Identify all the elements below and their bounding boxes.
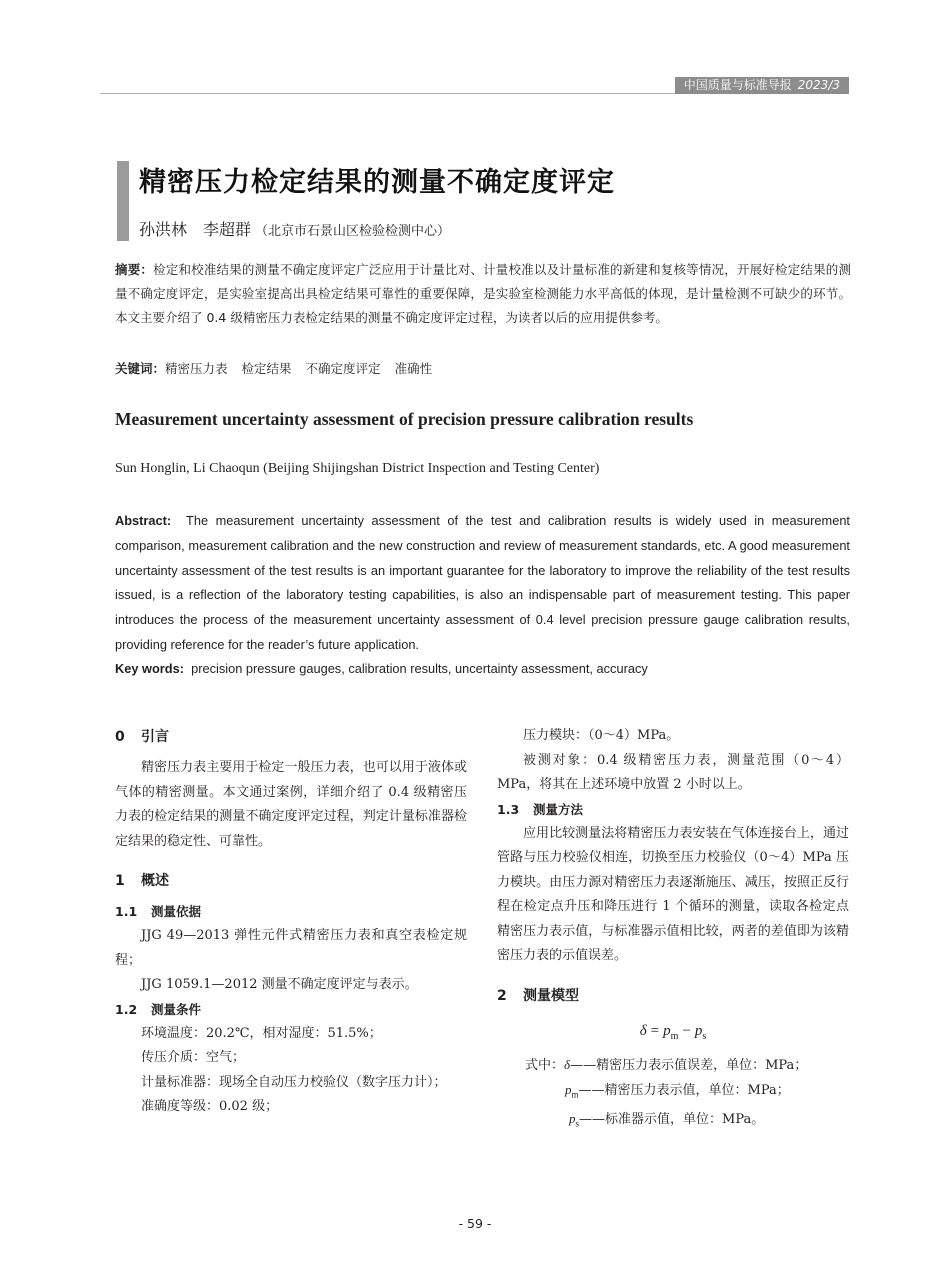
- section-title: 测量模型: [523, 987, 579, 1004]
- eq-operator: −: [682, 1022, 691, 1039]
- def-symbol: δ: [564, 1056, 571, 1072]
- journal-name: 中国质量与标准导报: [683, 78, 792, 92]
- authors-en: Sun Honglin, Li Chaoqun (Beijing Shijingshan District Inspection and Testing Center): [115, 461, 600, 476]
- section-heading: [115, 868, 467, 894]
- section-heading: [115, 724, 467, 750]
- affiliation: （北京市石景山区检验检测中心）: [255, 224, 451, 239]
- abstract-cn: [115, 258, 851, 330]
- eq-lhs: δ: [639, 1022, 647, 1039]
- equation: [497, 1015, 849, 1053]
- paper-title: 精密压力检定结果的测量不确定度评定: [139, 167, 615, 198]
- title-accent-bar: [117, 161, 129, 241]
- keywords-cn: [115, 357, 446, 381]
- variable-definition: [497, 1107, 849, 1136]
- keywords-en-label: Key words:: [115, 661, 184, 676]
- def-text: ——标准器示值，单位：MPa。: [579, 1112, 765, 1128]
- paragraph: 压力模块：（0～4）MPa。: [523, 728, 680, 743]
- paragraph: JJG 49—2013 弹性元件式精密压力表和真空表检定规程；: [115, 928, 467, 968]
- keywords-en-text: precision pressure gauges, calibration results, uncertainty assessment, accuracy: [191, 661, 648, 676]
- abstract-en-text: The measurement uncertainty assessment of the test and calibration results is widely used in measurement comparison, measurement calibration and the new construction and review of measurement standards, etc. A good measurement uncertainty assessment of the test results is an important guarantee for the laboratory to improve the reliability of the test results issued, is a reflection of the laboratory testing capabilities, is also an indispensable part of measurement testing. This paper introduces the process of the measurement uncertainty assessment of 0.4 level precision pressure gauge calibration results, providing reference for the reader’s future application.: [115, 513, 850, 652]
- where-label: 式中：: [525, 1057, 565, 1073]
- subsection-heading: [115, 900, 467, 924]
- variable-definition: [497, 1053, 849, 1079]
- def-subscript: s: [575, 1118, 580, 1129]
- subsection-heading: [115, 998, 467, 1022]
- authors: 孙洪林 李超群: [139, 220, 252, 239]
- body-column-right: [497, 724, 849, 1136]
- keyword-cn-item: 准确性: [394, 361, 433, 376]
- journal-header: [675, 77, 849, 94]
- def-text: ——精密压力表示值误差，单位：MPa；: [570, 1057, 808, 1073]
- def-text: ——精密压力表示值，单位：MPa；: [578, 1083, 790, 1098]
- keyword-cn-item: 检定结果: [241, 361, 292, 376]
- body-column-left: [115, 724, 467, 1120]
- paragraph: 传压介质：空气；: [141, 1050, 246, 1065]
- paper-title-en: Measurement uncertainty assessment of precision pressure calibration results: [115, 409, 694, 429]
- subsection-title: 测量条件: [151, 1001, 202, 1017]
- paragraph: 被测对象：0.4 级精密压力表，测量范围（0～4）MPa，将其在上述环境中放置 2 小时以上。: [497, 752, 849, 792]
- subsection-number: 1.2: [115, 1001, 138, 1017]
- paragraph: JJG 1059.1—2012 测量不确定度评定与表示。: [141, 977, 418, 992]
- page-number: - 59 -: [458, 1216, 492, 1231]
- def-subscript: m: [571, 1089, 579, 1100]
- paragraph: 环境温度：20.2℃，相对湿度：51.5%；: [141, 1025, 382, 1041]
- variable-definition: [497, 1078, 849, 1107]
- subsection-number: 1.3: [497, 801, 520, 817]
- section-heading: [497, 983, 849, 1009]
- keywords-en: [115, 658, 648, 680]
- eq-operator: =: [650, 1022, 660, 1039]
- eq-var: p: [663, 1022, 671, 1039]
- subsection-title: 测量方法: [533, 801, 584, 817]
- def-symbol: p: [569, 1111, 576, 1127]
- author-line: [139, 217, 450, 240]
- abstract-en: [115, 509, 850, 658]
- keyword-cn-item: 精密压力表: [165, 361, 228, 376]
- keywords-cn-label: 关键词：: [115, 361, 166, 376]
- abstract-en-label: Abstract:: [115, 513, 172, 528]
- paragraph: 计量标准器：现场全自动压力校验仪（数字压力计）；: [141, 1074, 447, 1090]
- paragraph: 精密压力表主要用于检定一般压力表，也可以用于液体或气体的精密测量。本文通过案例，详细介绍了 0.4 级精密压力表的检定结果的测量不确定度评定过程，判定计量标准器检定结果的稳定性、可靠性。: [115, 760, 467, 849]
- section-number: 2: [497, 987, 507, 1004]
- section-number: 0: [115, 729, 125, 745]
- eq-subscript: m: [670, 1030, 679, 1042]
- abstract-cn-text: 检定和校准结果的测量不确定度评定广泛应用于计量比对、计量校准以及计量标准的新建和复核等情况，开展好检定结果的测量不确定度评定，是实验室提高出具检定结果可靠性的重要保障，是实验室检测能力水平高低的体现，是计量检测不可缺少的环节。本文主要介绍了 0.4 级精密压力表检定结果的测量不确定度评定过程，为读者以后的应用提供参考。: [115, 262, 851, 325]
- eq-subscript: s: [702, 1030, 707, 1042]
- section-title: 概述: [141, 873, 169, 889]
- paragraph: 准确度等级：0.02 级；: [141, 1099, 279, 1114]
- paragraph: 应用比较测量法将精密压力表安装在气体连接台上，通过管路与压力校验仪相连，切换至压力校验仪（0～4）MPa 压力模块。由压力源对精密压力表逐渐施压、减压，按照正反行程在检定点升压和降压进行 1 个循环的测量，读取各检定点精密压力表示值，与标准器示值相比较，两者的差值即为该精密压力表的示值误差。: [497, 825, 849, 963]
- keyword-cn-item: 不确定度评定: [305, 361, 381, 376]
- subsection-title: 测量依据: [151, 904, 202, 919]
- subsection-heading: [497, 798, 849, 822]
- section-number: 1: [115, 873, 125, 889]
- def-symbol: p: [565, 1082, 572, 1097]
- journal-issue: 2023/3: [797, 78, 840, 92]
- eq-var: p: [694, 1022, 703, 1039]
- section-title: 引言: [141, 729, 169, 745]
- abstract-cn-label: 摘要：: [115, 262, 154, 277]
- subsection-number: 1.1: [115, 904, 138, 919]
